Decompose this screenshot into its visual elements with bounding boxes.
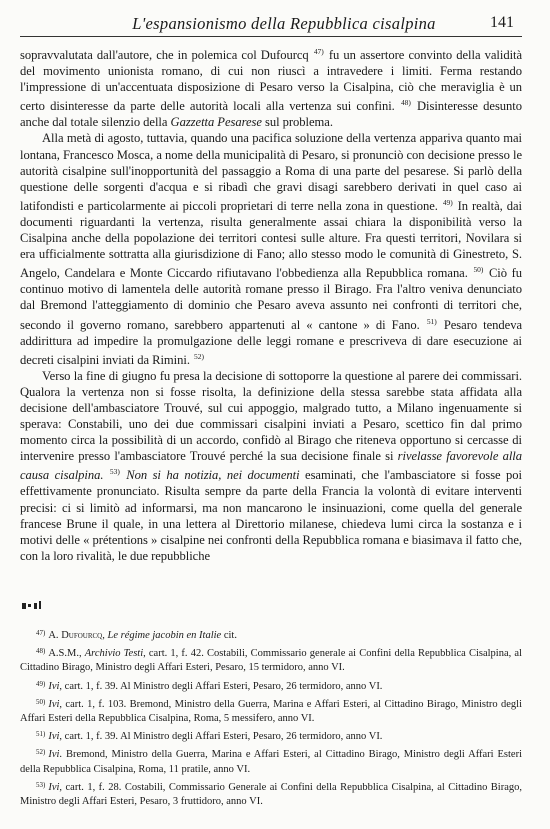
footnote-52: [20, 745, 522, 776]
footnote-text-run: , cart. 1, f. 42. Costabili, Commissario generale ai Confini della Repubblica Cisalpina, al Cittadino Birago, Ministro degli Affari Esteri, Pesaro, 15 termidoro, anno VI.: [20, 648, 522, 674]
footnote-number: 52): [36, 748, 46, 757]
footnote-italic-run: Ivi: [48, 781, 60, 793]
page-number: 141: [490, 14, 514, 31]
footnote-ref-49: 49): [442, 197, 453, 207]
footnote-51: [20, 727, 522, 744]
footnote-text-run: , cart. 1, f. 39. Al Ministro degli Affari Esteri, Pesaro, 26 termidoro, anno VI.: [59, 731, 383, 743]
footnote-ref-50: 50): [473, 265, 484, 275]
footnote-number: 48): [36, 647, 46, 656]
footnote-47: [20, 626, 522, 643]
newspaper-title: Gazzetta Pesarese: [170, 115, 262, 130]
paragraph-2: [20, 130, 522, 367]
footnote-italic-run: Ivi: [48, 698, 60, 710]
italic-text-run: Non si ha notizia, nei documenti: [126, 468, 300, 483]
footnote-text-run: cit.: [221, 630, 237, 641]
footnote-48: [20, 644, 522, 675]
paragraph-1: [20, 44, 522, 130]
footnote-italic-run: Le régime jacobin en Italie: [107, 630, 222, 641]
footnote-number: 53): [36, 780, 46, 789]
footnote-ref-47: 47): [313, 47, 324, 56]
footnote-text-run: , cart. 1, f. 103. Bremond, Ministro della Guerra, Marina e Affari Esteri, al Cittadino Birago, Ministro degli Affari Esteri della Repubblica Cisalpina, Roma, 5 messifero, anno VI.: [20, 698, 522, 725]
text-run: sul problema.: [265, 115, 333, 130]
paragraph-3: [20, 368, 522, 564]
footnote-number: 49): [36, 679, 46, 688]
footnote-number: 47): [36, 629, 46, 637]
text-run: Alla metà di agosto, tuttavia, quando una pacifica soluzione della vertenza appariva quanto mai lontana, Francesco Mosca, a nome della municipalità di Pesaro, si pronunciò con decisione presso le autorità cisalpine sull'inopportunità del passaggio a Roma di una parte del pesarese. Si parlò della questione delle sorgenti d'acqua e si ribadì che gravi disagi sarebbero derivati in quel caso ai latifondisti e particolarmente ai piccoli proprietari di terre nella zona in questione.: [20, 131, 522, 213]
footnote-49: [20, 677, 522, 694]
footnote-text-run: A.: [48, 630, 62, 641]
footnote-italic-run: Archivio Testi: [84, 648, 144, 660]
text-run: In realtà, dai documenti riguardanti la vertenza, risulta generalmente assai chiara la disponibilità verso la Cisalpina anche della popolazione dei territori contesi sulle alture. Fra questi territori, Novilara si era ufficialmente sottratta alla giurisdizione di Fano; allo stesso modo le comunità di Ginestreto, S. Angelo, Candelara e Monte Ciccardo rifiutavano l'obbedienza alla Repubblica romana.: [20, 198, 522, 281]
footnote-text-run: , cart. 1, f. 39. Al Ministro degli Affari Esteri, Pesaro, 26 termidoro, anno VI.: [59, 680, 383, 692]
footnote-italic-run: Ivi: [48, 749, 60, 761]
footnote-text-run: ,: [102, 630, 108, 641]
running-title: L'espansionismo della Repubblica cisalpina: [132, 14, 436, 33]
footnote-53: [20, 778, 522, 809]
footnote-ref-51: 51): [426, 316, 437, 326]
footnote-italic-run: Ivi: [48, 680, 60, 692]
footnote-italic-run: Ivi: [48, 731, 60, 743]
footnote-text-run: . Bremond, Ministro della Guerra, Marina e Affari Esteri, al Cittadino Birago, Ministro degli Affari Esteri della Repubblica Cisalpina, Roma, 11 pratile, anno VI.: [20, 749, 522, 775]
text-run: sopravvalutata dall'autore, che in polemica col Dufourcq: [20, 48, 309, 62]
text-run: fu un assertore convinto della validità del movimento unionista romano, di cui non riuscì a intravedere i limiti. Ferma restando l'impressione di un'accentuata disposizione di Pesaro verso la Cisalpina, ciò che meraviglia è un certo disinteresse da parte delle autorità locali alla vertenza sui confini.: [20, 48, 523, 114]
footnote-text-run: A.S.M.,: [48, 648, 85, 660]
footnote-text-run: Dufourcq: [61, 630, 103, 641]
body-text: [20, 44, 522, 564]
text-run: Verso la fine di giugno fu presa la decisione di sottoporre la questione al parere dei commissari. Qualora la vertenza non si fosse risolta, la definizione della stessa sarebbe stata affidata alla decisione dell'ambasciatore Trouvé, sul cui appoggio, malgrado tutto, a Milano ingenuamente si sperava: Constabili, uno dei due commissari cisalpini inviati a Pesaro, scettico fin dal primo momento circa la possibilità di un accordo, confidò al Birago che riteneva opportuno si cercasse di intervenire presso l'ambasciatore Trouvé perché la sua decisione finale si: [20, 368, 522, 464]
page-header: [48, 14, 520, 38]
text-run: Disinteresse desunto anche dal totale silenzio della: [20, 99, 522, 130]
footnote-text-run: , cart. 1, f. 28. Costabili, Commissario Generale ai Confini della Repubblica Cisalpina, al Cittadino Birago, Ministro degli Affari Esteri, Pesaro, 3 fruttidoro, anno VI.: [20, 781, 522, 808]
footnotes: [20, 626, 522, 810]
glyph-fragment: [22, 601, 52, 609]
footnote-50: [20, 695, 522, 726]
text-run: esaminati, che l'ambasciatore si fosse poi effettivamente pronunciato. Risulta sempre da parte della Francia la volontà di evitare interventi precisi: ci si limitò ad informarsi, ma non mancarono le insinuazioni, come quella del generale francese Brune il quale, in una lettera al Direttorio milanese, chiedeva lumi circa la sostanza e i motivi delle « prétentions » cisalpine nei confronti della Repubblica romana e biasimava il fatto che, con la loro rivalità, le due repubbliche: [20, 468, 522, 563]
text-run: Pesaro tendeva addirittura ad impedire la promulgazione delle leggi romane e prescriveva di dare esecuzione ai decreti cisalpini inviati da Rimini.: [20, 317, 522, 367]
footnote-ref-48: 48): [400, 98, 411, 108]
text-run: Ciò fu continuo motivo di lamentela delle autorità romane presso il Birago. Fra l'altro veniva denunciato dal Bremond l'atteggiamento di dominio che Pesaro aveva assunto nei confronti di territori che, secondo il governo romano, sarebbero appartenuti al « cantone » di Fano.: [20, 266, 522, 332]
footnote-number: 51): [36, 730, 46, 739]
footnote-number: 50): [36, 697, 46, 706]
footnote-ref-52: 52): [194, 351, 204, 361]
header-rule: [20, 36, 522, 37]
footnote-ref-53: 53): [109, 467, 120, 477]
italic-text-run: rivelasse favorevole alla causa cisalpina.: [20, 449, 522, 483]
